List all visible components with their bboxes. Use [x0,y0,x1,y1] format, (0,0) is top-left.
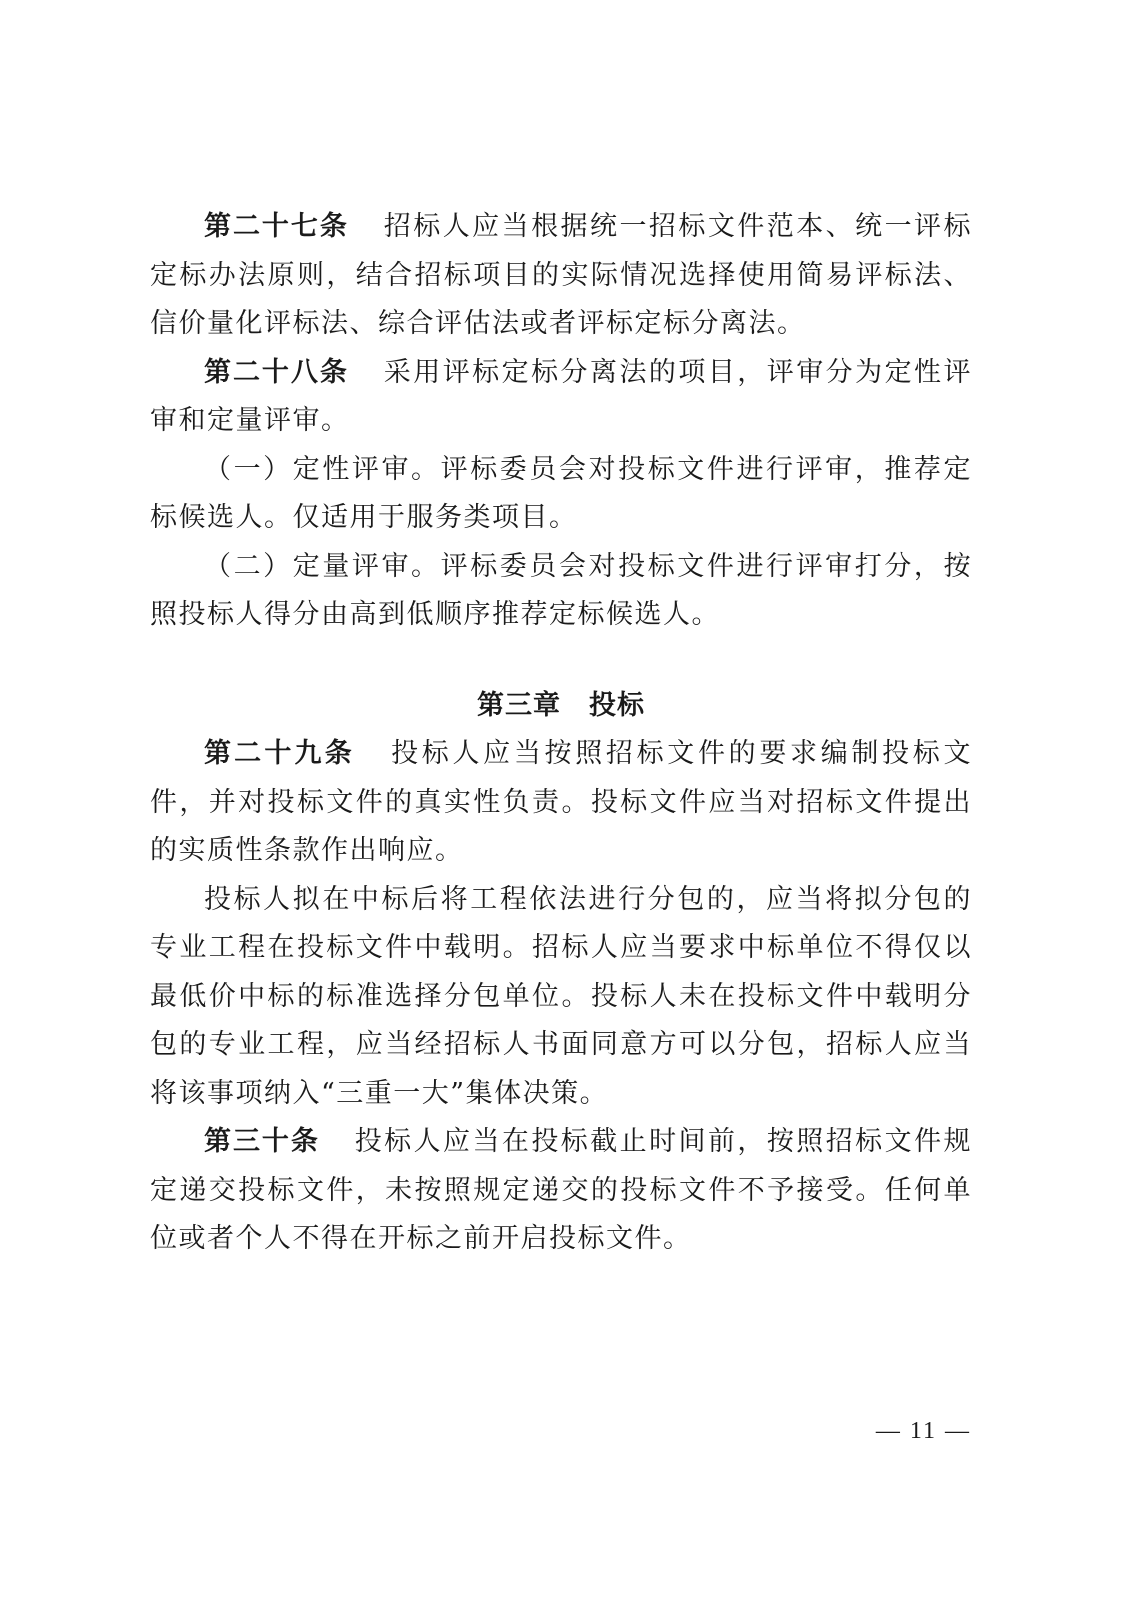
article-29 [150,730,972,876]
article-30-text: 投标人应当在投标截止时间前，按照招标文件规定递交投标文件，未按照规定递交的投标文件不予接受。任何单位或者个人不得在开标之前开启投标文件。 [150,1126,973,1254]
article-28-heading: 第二十八条 [204,356,349,388]
item-1-text: （一）定性评审。评标委员会对投标文件进行评审，推荐定标候选人。仅适用于服务类项目。 [150,453,972,533]
article-28 [150,349,972,446]
subcontract-text: 投标人拟在中标后将工程依法进行分包的，应当将拟分包的专业工程在投标文件中载明。招标人应当要求中标单位不得仅以最低价中标的标准选择分包单位。投标人未在投标文件中载明分包的专业工程，应当经招标人书面同意方可以分包，招标人应当将该事项纳入“三重一大”集体决策。 [150,883,972,1109]
item-qualitative-review [150,446,972,543]
item-quantitative-review [150,543,972,640]
article-29-heading: 第二十九条 [204,738,355,769]
chapter-title: 第三章 投标 [477,689,645,721]
article-27 [150,203,972,349]
article-30 [150,1118,972,1264]
article-27-heading: 第二十七条 [204,211,349,242]
article-27-text: 招标人应当根据统一招标文件范本、统一评标定标办法原则，结合招标项目的实际情况选择使用简易评标法、信价量化评标法、综合评估法或者评标定标分离法。 [150,211,973,339]
item-2-text: （二）定量评审。评标委员会对投标文件进行评审打分，按照投标人得分由高到低顺序推荐定标候选人。 [150,550,972,630]
article-28-text: 采用评标定标分离法的项目，评审分为定性评审和定量评审。 [150,356,973,436]
paragraph-subcontract [150,876,972,1119]
page-body [150,203,972,1264]
page-number: — 11 — [875,1418,971,1444]
article-30-heading: 第三十条 [204,1126,320,1157]
article-29-text: 投标人应当按照招标文件的要求编制投标文件，并对投标文件的真实性负责。投标文件应当对招标文件提出的实质性条款作出响应。 [150,738,972,866]
